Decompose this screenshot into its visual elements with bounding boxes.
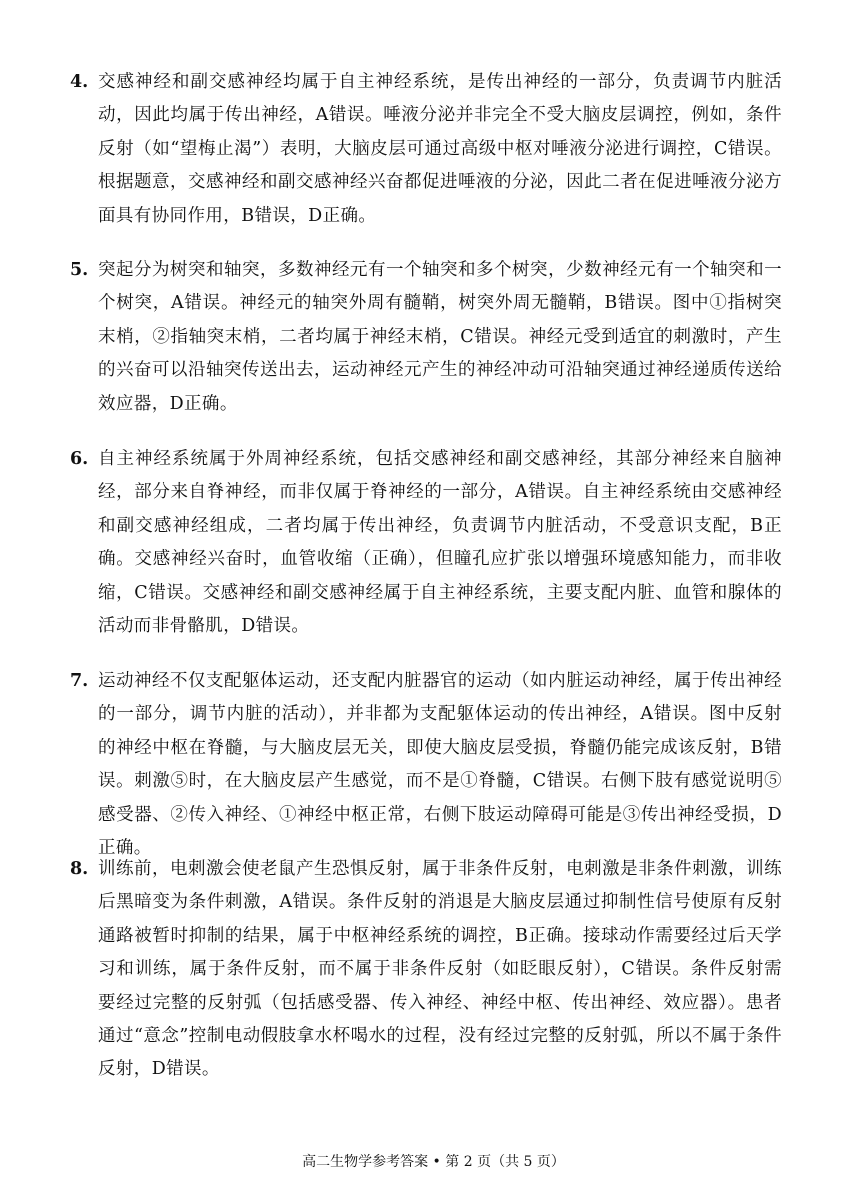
answer-item-6 [70, 443, 782, 643]
item-number: 4. [70, 72, 89, 92]
item-text: 运动神经不仅支配躯体运动，还支配内脏器官的运动（如内脏运动神经，属于传出神经的一部分，调节内脏的活动），并非都为支配躯体运动的传出神经，A错误。图中反射的神经中枢在脊髓，与大脑皮层无关，即使大脑皮层受损，脊髓仍能完成该反射，B错误。刺激⑤时，在大脑皮层产生感觉，而不是①脊髓，C错误。右侧下肢有感觉说明⑤感受器、②传入神经、①神经中枢正常，右侧下肢运动障碍可能是③传出神经受损，D正确。 [98, 671, 782, 859]
answer-item-4 [70, 66, 782, 233]
item-number: 6. [70, 449, 89, 469]
item-text: 交感神经和副交感神经均属于自主神经系统，是传出神经的一部分，负责调节内脏活动，因此均属于传出神经，A错误。唾液分泌并非完全不受大脑皮层调控，例如，条件反射（如“望梅止渴”）表明，大脑皮层可通过高级中枢对唾液分泌进行调控，C错误。根据题意，交感神经和副交感神经兴奋都促进唾液的分泌，因此二者在促进唾液分泌方面具有协同作用，B错误，D正确。 [98, 72, 782, 226]
item-number: 5. [70, 260, 89, 280]
item-number: 8. [70, 859, 89, 879]
answer-item-7 [70, 665, 782, 865]
item-text: 训练前，电刺激会使老鼠产生恐惧反射，属于非条件反射，电刺激是非条件刺激，训练后黑暗变为条件刺激，A错误。条件反射的消退是大脑皮层通过抑制性信号使原有反射通路被暂时抑制的结果，属于中枢神经系统的调控，B正确。接球动作需要经过后天学习和训练，属于条件反射，而不属于非条件反射（如眨眼反射），C错误。条件反射需要经过完整的反射弧（包括感受器、传入神经、神经中枢、传出神经、效应器）。患者通过“意念”控制电动假肢拿水杯喝水的过程，没有经过完整的反射弧，所以不属于条件反射，D错误。 [98, 859, 782, 1080]
item-text: 自主神经系统属于外周神经系统，包括交感神经和副交感神经，其部分神经来自脑神经，部分来自脊神经，而非仅属于脊神经的一部分，A错误。自主神经系统由交感神经和副交感神经组成，二者均属于传出神经，负责调节内脏活动，不受意识支配，B正确。交感神经兴奋时，血管收缩（正确），但瞳孔应扩张以增强环境感知能力，而非收缩，C错误。交感神经和副交感神经属于自主神经系统，主要支配内脏、血管和腺体的活动而非骨骼肌，D错误。 [98, 449, 782, 637]
answer-item-8 [70, 853, 782, 1087]
item-text: 突起分为树突和轴突，多数神经元有一个轴突和多个树突，少数神经元有一个轴突和一个树突，A错误。神经元的轴突外周有髓鞘，树突外周无髓鞘，B错误。图中①指树突末梢，②指轴突末梢，二者均属于神经末梢，C错误。神经元受到适宜的刺激时，产生的兴奋可以沿轴突传送出去，运动神经元产生的神经冲动可沿轴突通过神经递质传送给效应器，D正确。 [98, 260, 782, 414]
item-number: 7. [70, 671, 89, 691]
page-footer: 高二生物学参考答案 • 第 2 页（共 5 页） [302, 1154, 565, 1170]
answer-item-5 [70, 254, 782, 421]
